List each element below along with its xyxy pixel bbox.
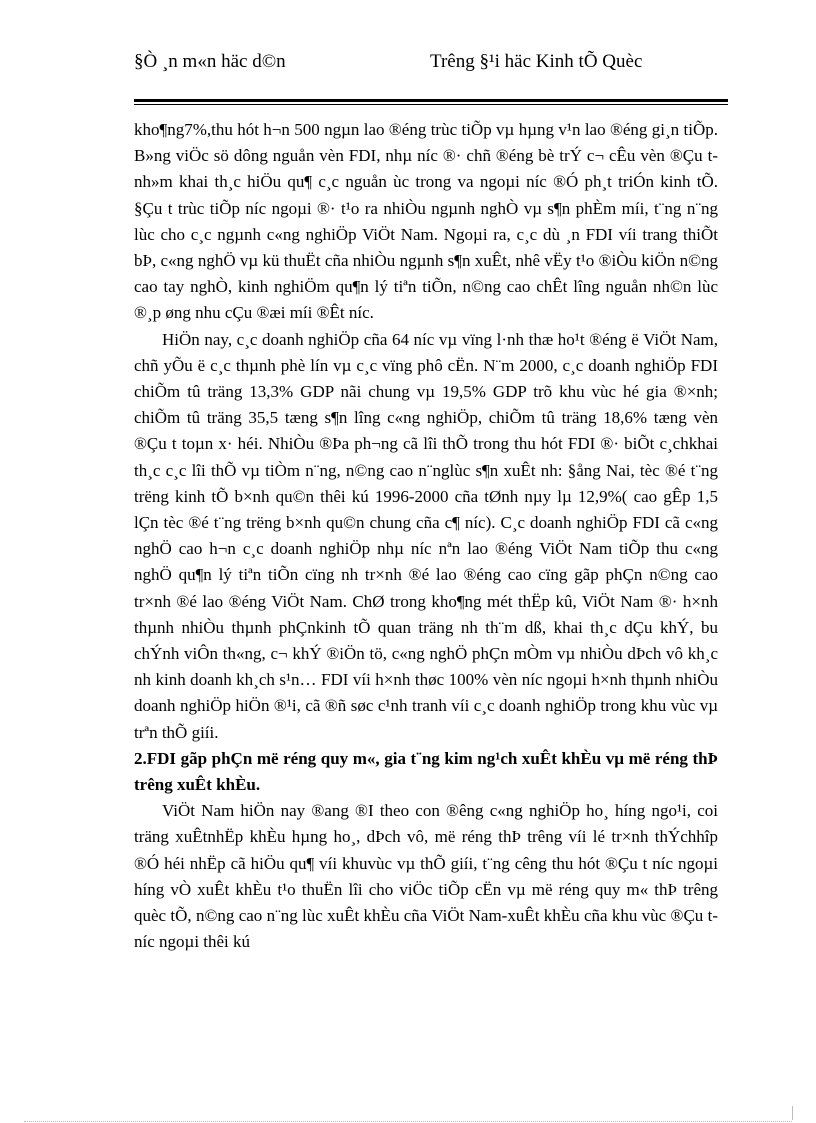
body-text <box>134 117 718 956</box>
section-paragraph: ViÖt Nam hiÖn nay ®ang ®I theo con ®êng c«ng nghiÖp ho¸ híng ngo¹i, coi träng xuÊtnhËp khÈu hµng ho¸, dÞch vô, më réng thÞ trêng víi lé tr×nh thÝchhîp ®Ó héi nhËp cã hiÖu qu¶ víi khuvùc vµ thÕ giíi, t¨ng cêng thu hót ®Çu t níc ngoµi híng vÒ xuÊt khÈu t¹o thuËn lîi cho viÖc tiÕp cËn vµ më réng quy m« thÞ trêng quèc tÕ, n©ng cao n¨ng lùc xuÊt khÈu cña ViÖt Nam-xuÊt khÈu cña khu vùc ®Çu t níc ngoµi thêi kú <box>134 801 718 952</box>
header-left-title: §Ò ¸n m«n häc d©n <box>134 51 286 72</box>
paragraph-2: HiÖn nay, c¸c doanh nghiÖp cña 64 níc vµ vïng l·nh thæ ho¹t ®éng ë ViÖt Nam, chñ yÕu ë c¸c thµnh phè lín vµ c¸c vïng phô cËn. N¨m 2000, c¸c doanh nghiÖp FDI chiÕm tû träng 13,3% GDP nãi chung vµ 19,5% GDP trõ khu vùc hé gia ®×nh; chiÕm tû träng 35,5 tæng s¶n lîng c«ng nghiÖp, chiÕm tû träng 18,6% tæng vèn ®Çu t toµn x· héi. NhiÒu ®Þa ph¬ng cã lîi thÕ trong thu hót FDI ®· biÕt c¸chkhai th¸c c¸c lîi thÕ vµ tiÒm n¨ng, n©ng cao n¨nglùc s¶n xuÊt nh: §ång Nai, tèc ®é t¨ng trëng kinh tÕ b×nh qu©n thêi kú 1996-2000 cña tØnh nµy lµ 12,9%( cao gÊp 1,5 lÇn tèc ®é t¨ng trëng b×nh qu©n chung cña c¶ níc). C¸c doanh nghiÖp FDI cã c«ng nghÖ cao h¬n c¸c doanh nghiÖp nhµ níc nªn lao ®éng ViÖt Nam tiÕp thu c«ng nghÖ qu¶n lý tiªn tiÕn cïng nh tr×nh ®é lao ®éng cao cïng gãp phÇn n©ng cao tr×nh ®é lao ®éng ViÖt Nam. ChØ trong kho¶ng mét thËp kû, ViÖt Nam ®· h×nh thµnh nhiÒu thµnh phÇnkinh tÕ quan träng nh th¨m dß, khai th¸c dÇu khÝ, bu chÝnh viÔn th«ng, c¬ khÝ ®iÖn tö, c«ng nghÖ phÇn mÒm vµ nhiÒu dÞch vô kh¸c nh kinh doanh kh¸ch s¹n… FDI víi h×nh thøc 100% vèn níc ngoµi h×nh thµnh nhiÒu doanh nghiÖp hiÖn ®¹i, cã ®ñ søc c¹nh tranh víi c¸c doanh nghiÖp trong khu vùc vµ trªn thÕ giíi. <box>134 329 718 742</box>
page-bottom-border <box>24 1121 792 1122</box>
paragraph-1: kho¶ng7%,thu hót h¬n 500 ngµn lao ®éng trùc tiÕp vµ hµng v¹n lao ®éng gi¸n tiÕp. B»ng viÖc sö dông nguån vèn FDI, nhµ níc ®· chñ ®éng bè trÝ c¬ cÊu vèn ®Çu t nh»m khai th¸c hiÖu qu¶ c¸c nguån ùc trong va ngoµi níc ®Ó ph¸t triÓn kinh tÕ. §Çu t trùc tiÕp níc ngoµi ®· t¹o ra nhiÒu ngµnh nghÒ vµ s¶n phÈm míi, t¨ng n¨ng lùc cho c¸c ngµnh c«ng nghiÖp ViÖt Nam. Ngoµi ra, c¸c dù ¸n FDI víi trang thiÕt bÞ, c«ng nghÖ vµ kü thuËt cña nhiÒu ngµnh s¶n xuÊt, nhê vËy t¹o ®iÒu kiÖn n©ng cao tay nghÒ, kinh nghiÖm qu¶n lý tiªn tiÕn, n©ng cao chÊt lîng nguån nh©n lùc ®¸p øng nhu cÇu ®æi míi ®Êt níc. <box>134 120 718 323</box>
page-corner-mark <box>792 1106 803 1120</box>
header-right-title: Trêng §¹i häc Kinh tÕ Quèc <box>430 51 643 72</box>
header-rule-thin <box>134 104 728 105</box>
header-rule-thick <box>134 99 728 102</box>
section-heading: 2.FDI gãp phÇn më réng quy m«, gia t¨ng kim ng¹ch xuÊt khÈu vµ më réng thÞ trêng xuÊt khÈu. <box>134 748 718 795</box>
